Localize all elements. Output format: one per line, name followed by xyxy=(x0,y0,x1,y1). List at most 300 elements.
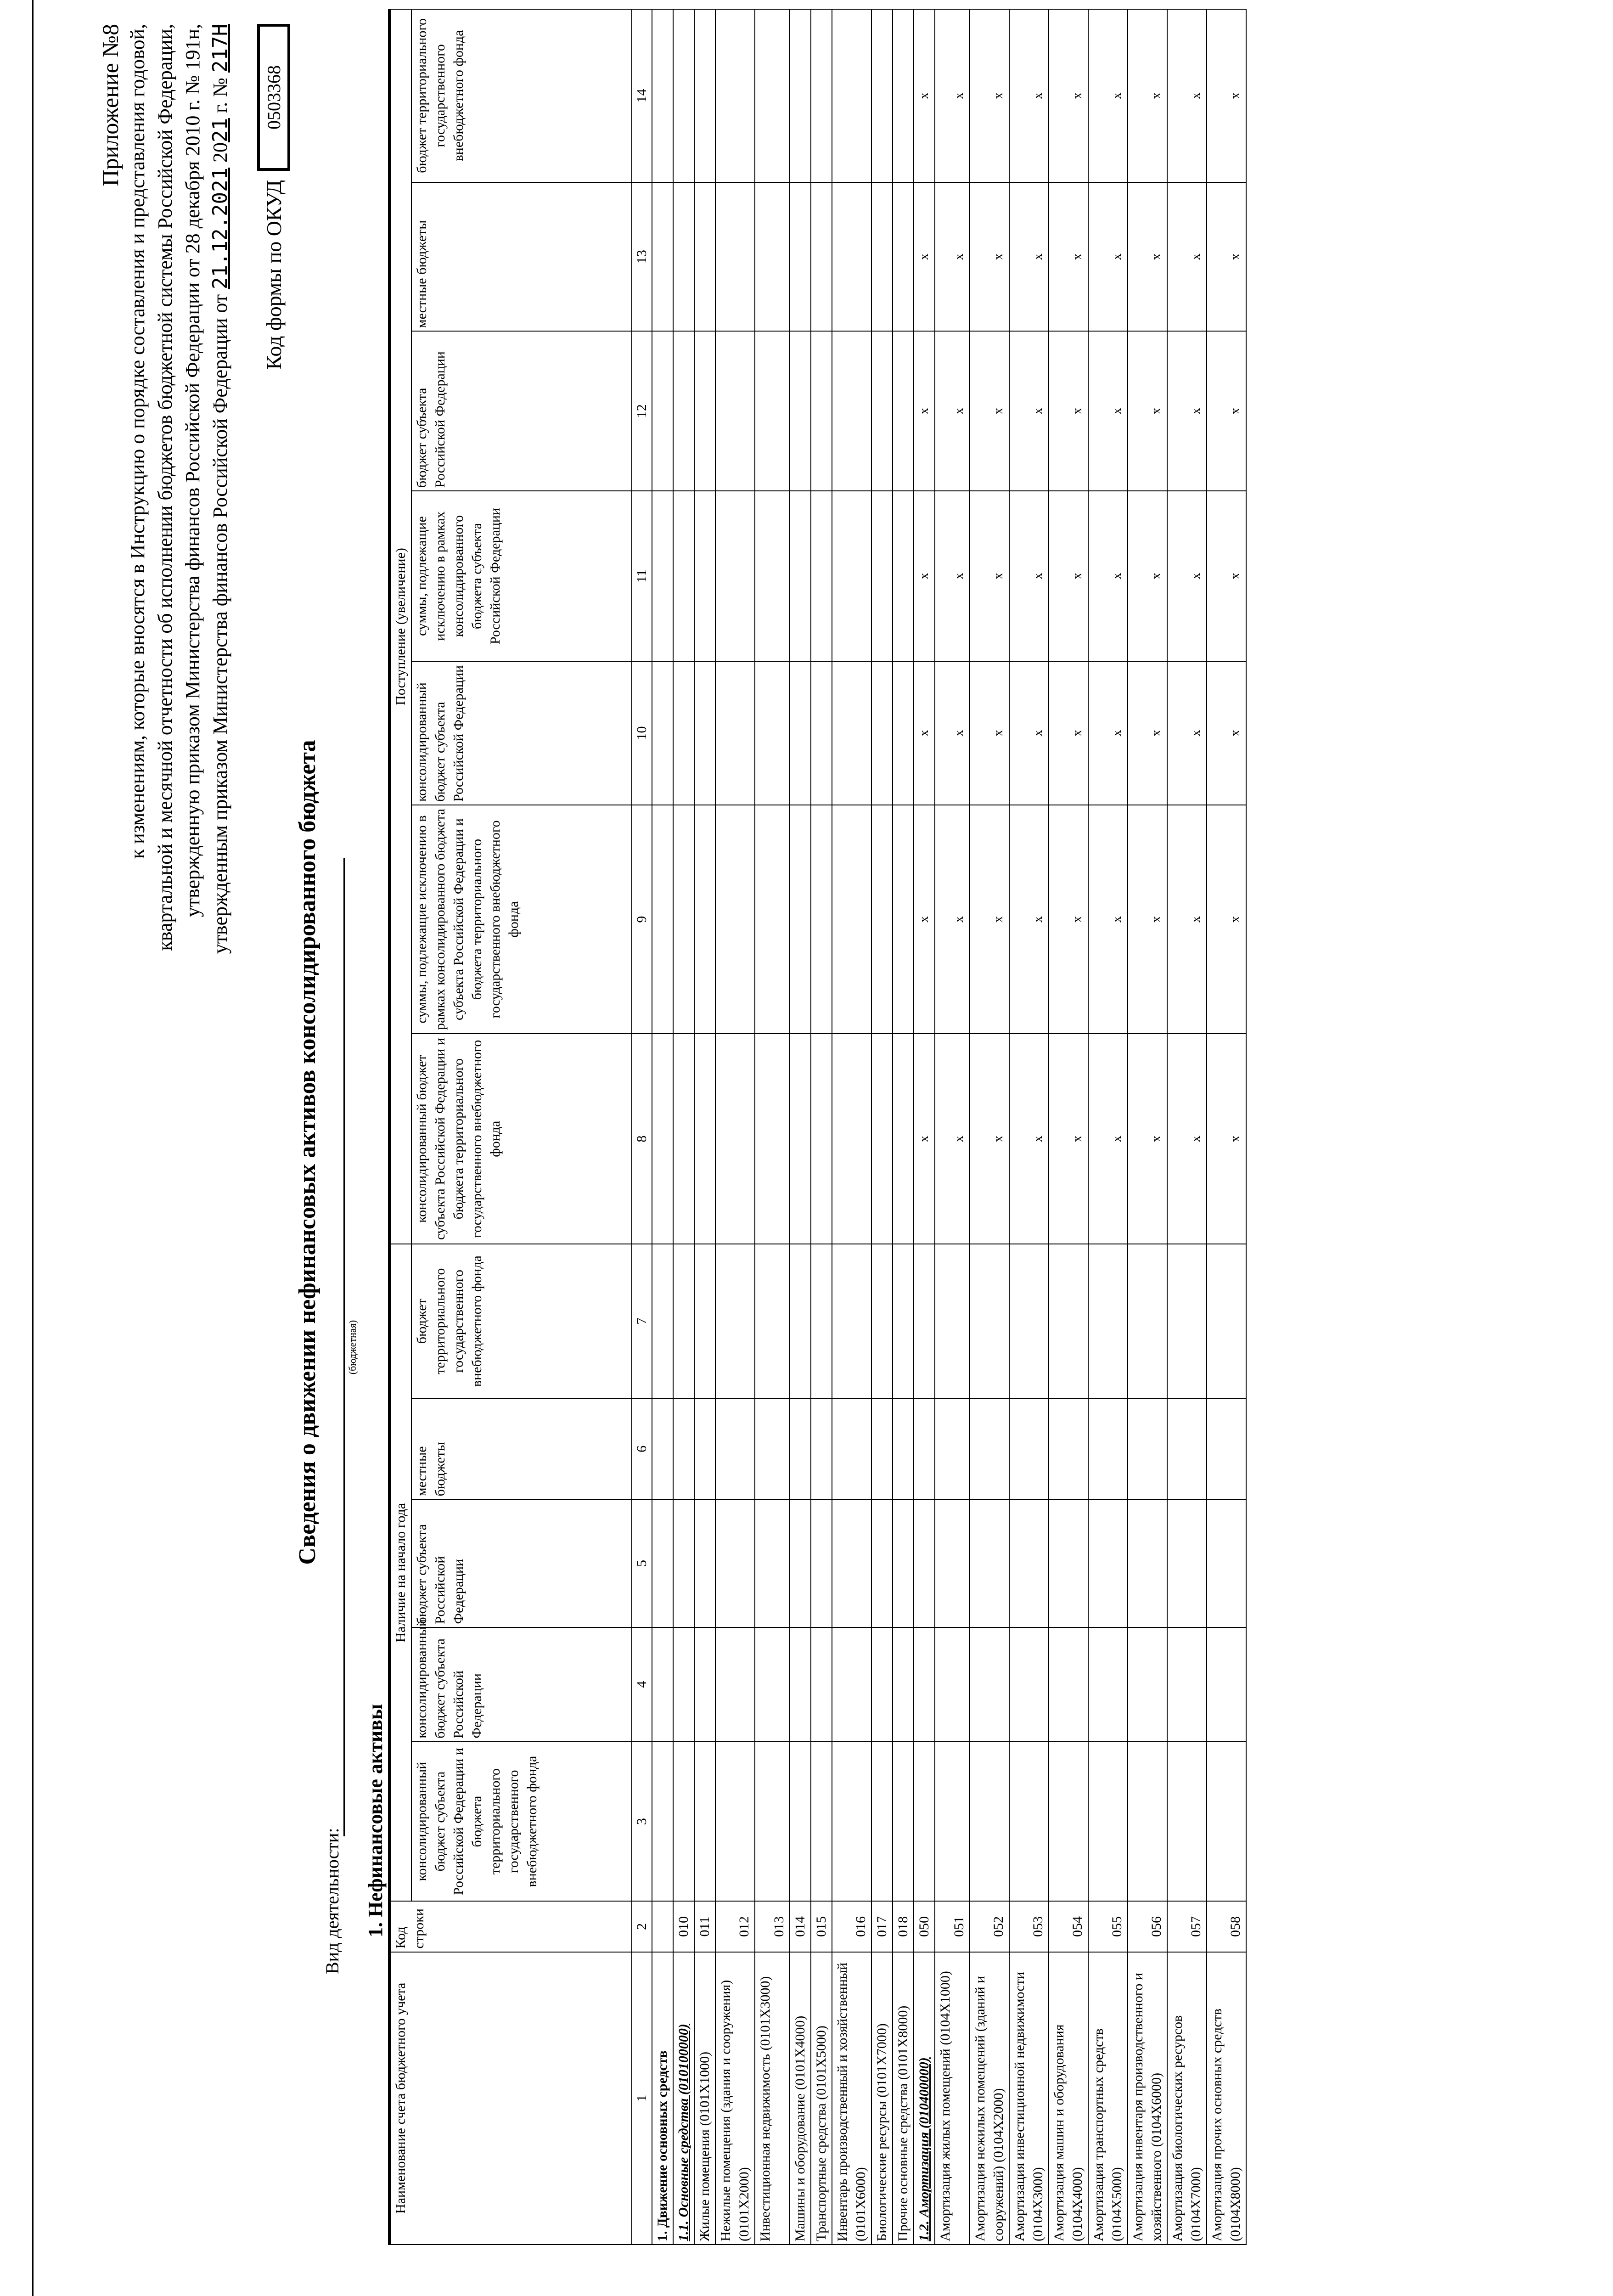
cell-value-col-8[interactable] xyxy=(715,1034,755,1244)
cell-value-col-11[interactable] xyxy=(755,491,790,661)
cell-value-col-5[interactable] xyxy=(1207,1499,1246,1627)
cell-value-col-8[interactable] xyxy=(893,1034,914,1244)
table-row xyxy=(893,9,914,2245)
cell-not-applicable[interactable]: х xyxy=(935,9,970,182)
cell-not-applicable[interactable]: х xyxy=(1009,1034,1049,1244)
cell-value-col-9[interactable] xyxy=(871,805,893,1034)
cell-value-col-11[interactable] xyxy=(811,491,832,661)
cell-value-col-3[interactable] xyxy=(673,1742,694,1902)
cell-value-col-8[interactable] xyxy=(811,1034,832,1244)
cell-not-applicable[interactable]: х xyxy=(1128,1034,1167,1244)
row-account-name: Амортизация инвентаря производственного и хозяйственного (0104X6000) xyxy=(1128,1952,1167,2245)
cell-value-col-12[interactable] xyxy=(652,331,673,491)
cell-value-col-5[interactable] xyxy=(935,1499,970,1627)
group-header-income: Поступление (увеличение) xyxy=(389,9,411,1244)
cell-value-col-10[interactable] xyxy=(871,661,893,805)
cell-value-col-4[interactable] xyxy=(1207,1627,1246,1742)
cell-not-applicable[interactable]: х xyxy=(914,182,935,332)
cell-value-col-6[interactable] xyxy=(790,1398,811,1499)
cell-not-applicable[interactable]: х xyxy=(1167,331,1207,491)
cell-value-col-5[interactable] xyxy=(914,1499,935,1627)
cell-value-col-5[interactable] xyxy=(1167,1499,1207,1627)
cell-value-col-7[interactable] xyxy=(935,1244,970,1398)
cell-value-col-14[interactable] xyxy=(652,9,673,182)
table-row xyxy=(1128,9,1167,2245)
cell-not-applicable[interactable]: х xyxy=(1128,491,1167,661)
cell-not-applicable[interactable]: х xyxy=(1128,182,1167,332)
cell-not-applicable[interactable]: х xyxy=(1167,491,1207,661)
cell-value-col-9[interactable] xyxy=(673,805,694,1034)
cell-value-col-10[interactable] xyxy=(790,661,811,805)
cell-not-applicable[interactable]: х xyxy=(1049,491,1088,661)
cell-not-applicable[interactable]: х xyxy=(935,805,970,1034)
cell-not-applicable[interactable]: х xyxy=(1049,805,1088,1034)
row-account-name: Амортизация транспортных средств (0104X5000) xyxy=(1088,1952,1128,2245)
cell-value-col-6[interactable] xyxy=(1128,1398,1167,1499)
cell-not-applicable[interactable]: х xyxy=(1167,182,1207,332)
cell-not-applicable[interactable]: х xyxy=(914,1034,935,1244)
cell-not-applicable[interactable]: х xyxy=(1207,182,1246,332)
cell-value-col-4[interactable] xyxy=(1009,1627,1049,1742)
cell-value-col-3[interactable] xyxy=(811,1742,832,1902)
header-block xyxy=(96,24,234,1585)
cell-value-col-3[interactable] xyxy=(832,1742,871,1902)
cell-value-col-5[interactable] xyxy=(790,1499,811,1627)
cell-value-col-4[interactable] xyxy=(1088,1627,1128,1742)
cell-value-col-14[interactable] xyxy=(832,9,871,182)
row-account-name: Амортизация нежилых помещений (зданий и сооружений) (0104X2000) xyxy=(970,1952,1009,2245)
row-code: 050 xyxy=(914,1901,935,1952)
cell-value-col-8[interactable] xyxy=(871,1034,893,1244)
table-row xyxy=(1167,9,1207,2245)
cell-not-applicable[interactable]: х xyxy=(1088,331,1128,491)
row-code: 056 xyxy=(1128,1901,1167,1952)
col-header-6: местные бюджеты xyxy=(411,1398,632,1499)
cell-value-col-10[interactable] xyxy=(673,661,694,805)
cell-value-col-8[interactable] xyxy=(790,1034,811,1244)
cell-value-col-5[interactable] xyxy=(893,1499,914,1627)
column-number-5: 5 xyxy=(632,1499,652,1627)
row-code: 013 xyxy=(755,1901,790,1952)
cell-not-applicable[interactable]: х xyxy=(1088,661,1128,805)
cell-value-col-3[interactable] xyxy=(755,1742,790,1902)
cell-not-applicable[interactable]: х xyxy=(1167,9,1207,182)
cell-not-applicable[interactable]: х xyxy=(1088,1034,1128,1244)
col-header-8: консолидированный бюджет субъекта Российской Федерации и бюджета территориального государственного внебюджетного фонда xyxy=(411,1034,632,1244)
cell-value-col-8[interactable] xyxy=(755,1034,790,1244)
column-number-13: 13 xyxy=(632,182,652,332)
cell-value-col-6[interactable] xyxy=(694,1398,715,1499)
cell-value-col-7[interactable] xyxy=(914,1244,935,1398)
row-code: 012 xyxy=(715,1901,755,1952)
cell-value-col-3[interactable] xyxy=(715,1742,755,1902)
table-row xyxy=(1009,9,1049,2245)
cell-not-applicable[interactable]: х xyxy=(1049,182,1088,332)
cell-not-applicable[interactable]: х xyxy=(1009,661,1049,805)
cell-value-col-11[interactable] xyxy=(715,491,755,661)
row-account-name: Биологические ресурсы (0101X7000) xyxy=(871,1952,893,2245)
row-code: 053 xyxy=(1009,1901,1049,1952)
column-number-8: 8 xyxy=(632,1034,652,1244)
row-account-name: 1.2. Амортизация (010400000) xyxy=(914,1952,935,2245)
cell-value-col-5[interactable] xyxy=(970,1499,1009,1627)
table-row xyxy=(694,9,715,2245)
table-row xyxy=(715,9,755,2245)
cell-not-applicable[interactable]: х xyxy=(1009,182,1049,332)
cell-not-applicable[interactable]: х xyxy=(1167,661,1207,805)
cell-value-col-13[interactable] xyxy=(811,182,832,332)
cell-value-col-13[interactable] xyxy=(652,182,673,332)
cell-not-applicable[interactable]: х xyxy=(1167,1034,1207,1244)
cell-not-applicable[interactable]: х xyxy=(1049,1034,1088,1244)
row-code: 052 xyxy=(970,1901,1009,1952)
cell-value-col-8[interactable] xyxy=(673,1034,694,1244)
col-header-14: бюджет территориального государственного внебюджетного фонда xyxy=(411,9,632,182)
cell-value-col-9[interactable] xyxy=(790,805,811,1034)
cell-value-col-8[interactable] xyxy=(694,1034,715,1244)
table-row xyxy=(790,9,811,2245)
cell-value-col-4[interactable] xyxy=(871,1627,893,1742)
cell-value-col-12[interactable] xyxy=(755,331,790,491)
cell-value-col-4[interactable] xyxy=(893,1627,914,1742)
cell-value-col-11[interactable] xyxy=(652,491,673,661)
row-account-name: Амортизация жилых помещений (0104X1000) xyxy=(935,1952,970,2245)
cell-not-applicable[interactable]: х xyxy=(1009,9,1049,182)
cell-value-col-10[interactable] xyxy=(694,661,715,805)
cell-value-col-7[interactable] xyxy=(673,1244,694,1398)
cell-value-col-14[interactable] xyxy=(893,9,914,182)
cell-value-col-14[interactable] xyxy=(694,9,715,182)
cell-value-col-13[interactable] xyxy=(832,182,871,332)
cell-value-col-6[interactable] xyxy=(832,1398,871,1499)
column-number-3: 3 xyxy=(632,1742,652,1902)
cell-not-applicable[interactable]: х xyxy=(1207,331,1246,491)
cell-value-col-3[interactable] xyxy=(652,1742,673,1902)
assets-table xyxy=(388,9,1247,2245)
cell-value-col-14[interactable] xyxy=(871,9,893,182)
cell-value-col-9[interactable] xyxy=(652,805,673,1034)
cell-value-col-5[interactable] xyxy=(755,1499,790,1627)
row-account-name: Амортизация машин и оборудования (0104X4000) xyxy=(1049,1952,1088,2245)
row-code: 018 xyxy=(893,1901,914,1952)
cell-value-col-4[interactable] xyxy=(715,1627,755,1742)
cell-value-col-13[interactable] xyxy=(790,182,811,332)
cell-value-col-9[interactable] xyxy=(755,805,790,1034)
col-header-code: Код строки xyxy=(389,1901,632,1952)
cell-not-applicable[interactable]: х xyxy=(970,661,1009,805)
cell-not-applicable[interactable]: х xyxy=(970,331,1009,491)
cell-value-col-4[interactable] xyxy=(1167,1627,1207,1742)
cell-value-col-6[interactable] xyxy=(1207,1398,1246,1499)
cell-not-applicable[interactable]: х xyxy=(914,661,935,805)
cell-value-col-7[interactable] xyxy=(715,1244,755,1398)
cell-value-col-7[interactable] xyxy=(1128,1244,1167,1398)
cell-not-applicable[interactable]: х xyxy=(935,661,970,805)
cell-value-col-5[interactable] xyxy=(1049,1499,1088,1627)
column-number-9: 9 xyxy=(632,805,652,1034)
cell-value-col-4[interactable] xyxy=(673,1627,694,1742)
cell-value-col-9[interactable] xyxy=(811,805,832,1034)
cell-not-applicable[interactable]: х xyxy=(1128,661,1167,805)
table-row xyxy=(673,9,694,2245)
cell-value-col-8[interactable] xyxy=(832,1034,871,1244)
cell-value-col-4[interactable] xyxy=(694,1627,715,1742)
cell-value-col-13[interactable] xyxy=(893,182,914,332)
cell-value-col-5[interactable] xyxy=(694,1499,715,1627)
cell-value-col-5[interactable] xyxy=(1088,1499,1128,1627)
cell-not-applicable[interactable]: х xyxy=(970,9,1009,182)
cell-value-col-14[interactable] xyxy=(673,9,694,182)
column-number-14: 14 xyxy=(632,9,652,182)
cell-not-applicable[interactable]: х xyxy=(935,1034,970,1244)
cell-value-col-7[interactable] xyxy=(893,1244,914,1398)
cell-value-col-7[interactable] xyxy=(755,1244,790,1398)
cell-not-applicable[interactable]: х xyxy=(1128,805,1167,1034)
cell-value-col-12[interactable] xyxy=(694,331,715,491)
cell-not-applicable[interactable]: х xyxy=(1167,805,1207,1034)
cell-value-col-7[interactable] xyxy=(1088,1244,1128,1398)
cell-not-applicable[interactable]: х xyxy=(914,9,935,182)
cell-value-col-7[interactable] xyxy=(1009,1244,1049,1398)
cell-value-col-14[interactable] xyxy=(790,9,811,182)
col-header-11: суммы, подлежащие исключению в рамках консолидированного бюджета субъекта Российской Федерации xyxy=(411,491,632,661)
cell-value-col-7[interactable] xyxy=(652,1244,673,1398)
cell-value-col-12[interactable] xyxy=(871,331,893,491)
cell-not-applicable[interactable]: х xyxy=(935,182,970,332)
cell-not-applicable[interactable]: х xyxy=(970,1034,1009,1244)
cell-value-col-13[interactable] xyxy=(694,182,715,332)
okud-label: Код формы по ОКУД xyxy=(262,180,286,370)
cell-value-col-4[interactable] xyxy=(652,1627,673,1742)
table-row xyxy=(652,9,673,2245)
table-row xyxy=(1207,9,1246,2245)
cell-value-col-4[interactable] xyxy=(935,1627,970,1742)
cell-value-col-5[interactable] xyxy=(832,1499,871,1627)
cell-value-col-12[interactable] xyxy=(832,331,871,491)
section-title: 1. Нефинансовые активы xyxy=(364,1704,387,1937)
cell-value-col-10[interactable] xyxy=(811,661,832,805)
cell-not-applicable[interactable]: х xyxy=(1088,805,1128,1034)
row-code: 014 xyxy=(790,1901,811,1952)
cell-value-col-14[interactable] xyxy=(811,9,832,182)
cell-value-col-12[interactable] xyxy=(790,331,811,491)
cell-value-col-3[interactable] xyxy=(935,1742,970,1902)
cell-value-col-13[interactable] xyxy=(871,182,893,332)
cell-value-col-5[interactable] xyxy=(871,1499,893,1627)
cell-value-col-6[interactable] xyxy=(914,1398,935,1499)
cell-not-applicable[interactable]: х xyxy=(935,491,970,661)
cell-value-col-14[interactable] xyxy=(755,9,790,182)
cell-value-col-6[interactable] xyxy=(893,1398,914,1499)
cell-value-col-13[interactable] xyxy=(673,182,694,332)
table-row xyxy=(914,9,935,2245)
cell-value-col-9[interactable] xyxy=(715,805,755,1034)
cell-value-col-11[interactable] xyxy=(694,491,715,661)
cell-value-col-3[interactable] xyxy=(694,1742,715,1902)
activity-kind-line xyxy=(343,858,345,1836)
row-code: 017 xyxy=(871,1901,893,1952)
cell-value-col-3[interactable] xyxy=(893,1742,914,1902)
cell-not-applicable[interactable]: х xyxy=(1207,9,1246,182)
cell-not-applicable[interactable]: х xyxy=(1128,9,1167,182)
table-row xyxy=(755,9,790,2245)
cell-not-applicable[interactable]: х xyxy=(970,182,1009,332)
cell-value-col-3[interactable] xyxy=(1207,1742,1246,1902)
cell-value-col-7[interactable] xyxy=(1049,1244,1088,1398)
cell-not-applicable[interactable]: х xyxy=(970,805,1009,1034)
cell-not-applicable[interactable]: х xyxy=(1009,491,1049,661)
cell-value-col-5[interactable] xyxy=(715,1499,755,1627)
column-number-1: 1 xyxy=(632,1952,652,2245)
row-account-name: Машины и оборудование (0101X4000) xyxy=(790,1952,811,2245)
cell-value-col-12[interactable] xyxy=(673,331,694,491)
table-row xyxy=(970,9,1009,2245)
cell-value-col-14[interactable] xyxy=(715,9,755,182)
cell-value-col-10[interactable] xyxy=(893,661,914,805)
cell-value-col-3[interactable] xyxy=(1088,1742,1128,1902)
cell-not-applicable[interactable]: х xyxy=(935,331,970,491)
column-number-10: 10 xyxy=(632,661,652,805)
col-header-4: консолидированный бюджет субъекта Российской Федерации xyxy=(411,1627,632,1742)
cell-value-col-4[interactable] xyxy=(790,1627,811,1742)
cell-value-col-7[interactable] xyxy=(694,1244,715,1398)
table-row xyxy=(1049,9,1088,2245)
cell-value-col-3[interactable] xyxy=(1128,1742,1167,1902)
cell-value-col-4[interactable] xyxy=(970,1627,1009,1742)
order-date: 21.12.2021 xyxy=(208,168,232,289)
cell-value-col-13[interactable] xyxy=(755,182,790,332)
cell-value-col-6[interactable] xyxy=(1009,1398,1049,1499)
cell-value-col-11[interactable] xyxy=(893,491,914,661)
cell-not-applicable[interactable]: х xyxy=(1088,9,1128,182)
cell-value-col-10[interactable] xyxy=(755,661,790,805)
cell-value-col-10[interactable] xyxy=(652,661,673,805)
cell-value-col-11[interactable] xyxy=(871,491,893,661)
row-account-name: Инвентарь производственный и хозяйственный (0101X6000) xyxy=(832,1952,871,2245)
cell-not-applicable[interactable]: х xyxy=(1207,1034,1246,1244)
cell-value-col-3[interactable] xyxy=(871,1742,893,1902)
cell-value-col-5[interactable] xyxy=(673,1499,694,1627)
column-number-row xyxy=(632,9,652,2245)
cell-value-col-7[interactable] xyxy=(811,1244,832,1398)
row-code: 057 xyxy=(1167,1901,1207,1952)
cell-value-col-12[interactable] xyxy=(893,331,914,491)
cell-value-col-6[interactable] xyxy=(673,1398,694,1499)
cell-value-col-9[interactable] xyxy=(694,805,715,1034)
cell-not-applicable[interactable]: х xyxy=(1207,491,1246,661)
row-account-name: Жилые помещения (0101X1000) xyxy=(694,1952,715,2245)
cell-value-col-3[interactable] xyxy=(790,1742,811,1902)
cell-value-col-6[interactable] xyxy=(871,1398,893,1499)
cell-value-col-5[interactable] xyxy=(811,1499,832,1627)
appendix-label: Приложение №8 xyxy=(97,24,123,186)
cell-value-col-9[interactable] xyxy=(893,805,914,1034)
cell-value-col-6[interactable] xyxy=(970,1398,1009,1499)
cell-not-applicable[interactable]: х xyxy=(914,491,935,661)
column-number-2: 2 xyxy=(632,1901,652,1952)
table-row xyxy=(1088,9,1128,2245)
cell-not-applicable[interactable]: х xyxy=(1207,805,1246,1034)
cell-not-applicable[interactable]: х xyxy=(914,805,935,1034)
cell-value-col-7[interactable] xyxy=(1167,1244,1207,1398)
cell-value-col-3[interactable] xyxy=(1009,1742,1049,1902)
cell-value-col-4[interactable] xyxy=(914,1627,935,1742)
cell-value-col-11[interactable] xyxy=(790,491,811,661)
cell-not-applicable[interactable]: х xyxy=(970,491,1009,661)
cell-value-col-6[interactable] xyxy=(1167,1398,1207,1499)
cell-not-applicable[interactable]: х xyxy=(1049,661,1088,805)
cell-value-col-3[interactable] xyxy=(1049,1742,1088,1902)
cell-value-col-6[interactable] xyxy=(935,1398,970,1499)
cell-not-applicable[interactable]: х xyxy=(914,331,935,491)
cell-value-col-10[interactable] xyxy=(715,661,755,805)
cell-value-col-5[interactable] xyxy=(1128,1499,1167,1627)
cell-value-col-6[interactable] xyxy=(715,1398,755,1499)
cell-not-applicable[interactable]: х xyxy=(1009,805,1049,1034)
cell-value-col-11[interactable] xyxy=(673,491,694,661)
cell-value-col-7[interactable] xyxy=(832,1244,871,1398)
okud-block xyxy=(257,24,290,370)
row-account-name: Амортизация биологических ресурсов (0104X7000) xyxy=(1167,1952,1207,2245)
cell-value-col-3[interactable] xyxy=(914,1742,935,1902)
cell-value-col-5[interactable] xyxy=(652,1499,673,1627)
cell-value-col-12[interactable] xyxy=(715,331,755,491)
cell-not-applicable[interactable]: х xyxy=(1049,331,1088,491)
cell-not-applicable[interactable]: х xyxy=(1049,9,1088,182)
cell-value-col-7[interactable] xyxy=(790,1244,811,1398)
col-header-9: суммы, подлежащие исключению в рамках консолидированного бюджета субъекта Российской Федерации и бюджета территориального государственного внебюджетного фонда xyxy=(411,805,632,1034)
row-account-name: Транспортные средства (0101X5000) xyxy=(811,1952,832,2245)
cell-not-applicable[interactable]: х xyxy=(1207,661,1246,805)
cell-value-col-6[interactable] xyxy=(1088,1398,1128,1499)
cell-value-col-7[interactable] xyxy=(1207,1244,1246,1398)
cell-value-col-4[interactable] xyxy=(811,1627,832,1742)
cell-not-applicable[interactable]: х xyxy=(1088,491,1128,661)
cell-value-col-12[interactable] xyxy=(811,331,832,491)
column-number-11: 11 xyxy=(632,491,652,661)
order-number: 217Н xyxy=(208,24,232,73)
cell-not-applicable[interactable]: х xyxy=(1128,331,1167,491)
row-account-name: Инвестиционная недвижимость (0101X3000) xyxy=(755,1952,790,2245)
cell-value-col-13[interactable] xyxy=(715,182,755,332)
cell-value-col-9[interactable] xyxy=(832,805,871,1034)
cell-value-col-4[interactable] xyxy=(1128,1627,1167,1742)
cell-value-col-6[interactable] xyxy=(652,1398,673,1499)
cell-value-col-3[interactable] xyxy=(1167,1742,1207,1902)
cell-not-applicable[interactable]: х xyxy=(1009,331,1049,491)
cell-value-col-4[interactable] xyxy=(1049,1627,1088,1742)
cell-not-applicable[interactable]: х xyxy=(1088,182,1128,332)
cell-value-col-6[interactable] xyxy=(755,1398,790,1499)
table-row xyxy=(871,9,893,2245)
cell-value-col-6[interactable] xyxy=(811,1398,832,1499)
cell-value-col-3[interactable] xyxy=(970,1742,1009,1902)
cell-value-col-4[interactable] xyxy=(832,1627,871,1742)
cell-value-col-6[interactable] xyxy=(1049,1398,1088,1499)
cell-value-col-11[interactable] xyxy=(832,491,871,661)
cell-value-col-4[interactable] xyxy=(755,1627,790,1742)
col-header-3: консолидированный бюджет субъекта Российской Федерации и бюджета территориального государственного внебюджетного фонда xyxy=(411,1742,632,1902)
cell-value-col-7[interactable] xyxy=(871,1244,893,1398)
cell-value-col-5[interactable] xyxy=(1009,1499,1049,1627)
cell-value-col-10[interactable] xyxy=(832,661,871,805)
row-account-name: Амортизация прочих основных средств (0104X8000) xyxy=(1207,1952,1246,2245)
activity-kind-label: Вид деятельности: xyxy=(322,1828,343,1974)
cell-value-col-7[interactable] xyxy=(970,1244,1009,1398)
cell-value-col-8[interactable] xyxy=(652,1034,673,1244)
row-account-name: 1. Движение основных средств xyxy=(652,1952,673,2245)
header-line-3: утвержденную приказом Министерства финансов Российской Федерации от 28 декабря 2010 г. № 191н, xyxy=(181,24,204,917)
